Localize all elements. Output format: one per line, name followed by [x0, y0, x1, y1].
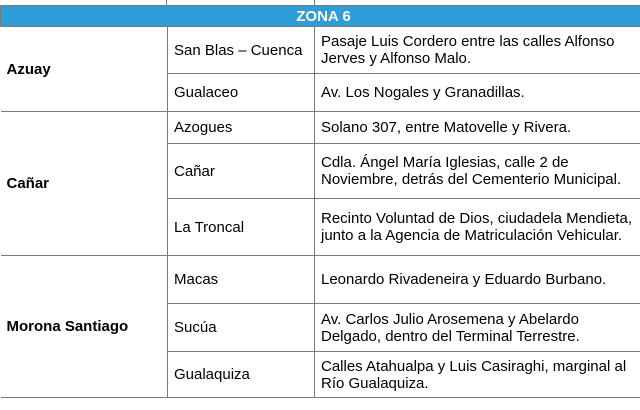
- zone-title: ZONA 6: [1, 6, 640, 27]
- address-text: Cdla. Ángel María Iglesias, calle 2 de Noviembre, detrás del Cementerio Municipal.: [315, 144, 640, 199]
- city-name: La Troncal: [168, 199, 315, 256]
- address-text: Recinto Voluntad de Dios, ciudadela Mendieta, junto a la Agencia de Matriculación Vehicular.: [315, 199, 640, 256]
- table-row: [1, 27, 640, 74]
- city-name: Azogues: [168, 112, 315, 144]
- zone-table: [0, 5, 640, 398]
- city-name: Cañar: [168, 144, 315, 199]
- province-name: Azuay: [1, 27, 168, 112]
- table-row: [1, 256, 640, 304]
- province-name: Cañar: [1, 112, 168, 256]
- city-name: Sucúa: [168, 304, 315, 352]
- address-text: Av. Carlos Julio Arosemena y Abelardo Delgado, dentro del Terminal Terrestre.: [315, 304, 640, 352]
- city-name: Macas: [168, 256, 315, 304]
- address-text: Leonardo Rivadeneira y Eduardo Burbano.: [315, 256, 640, 304]
- province-name: Morona Santiago: [1, 256, 168, 398]
- city-name: Gualaquiza: [168, 352, 315, 398]
- city-name: San Blas – Cuenca: [168, 27, 315, 74]
- table-row: [1, 112, 640, 144]
- zone-header-row: [1, 6, 640, 27]
- address-text: Calles Atahualpa y Luis Casiraghi, marginal al Río Gualaquiza.: [315, 352, 640, 398]
- city-name: Gualaceo: [168, 74, 315, 112]
- address-text: Solano 307, entre Matovelle y Rivera.: [315, 112, 640, 144]
- address-text: Av. Los Nogales y Granadillas.: [315, 74, 640, 112]
- address-text: Pasaje Luis Cordero entre las calles Alfonso Jerves y Alfonso Malo.: [315, 27, 640, 74]
